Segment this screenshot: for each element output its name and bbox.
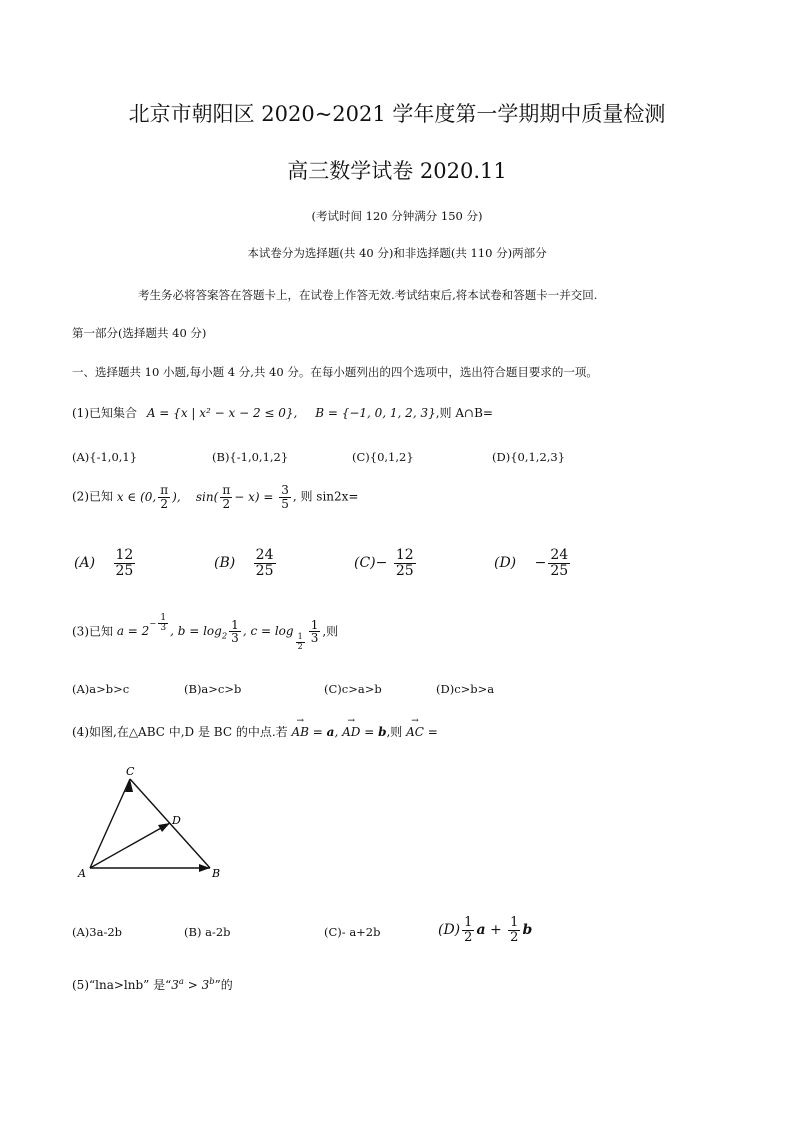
arrow-d	[158, 823, 170, 832]
question-4: (4)如图,在△ABC 中,D 是 BC 的中点.若 → AB = a, → AD = b,则 → AC =	[72, 723, 438, 740]
q3-option-b[interactable]: (B)a>c>b	[184, 682, 242, 696]
triangle-figure	[72, 762, 232, 884]
q1-set-b: B = {−1, 0, 1, 2, 3}	[315, 406, 436, 420]
median-ad	[90, 823, 170, 868]
q4-option-d[interactable]: (D) $\frac{1}{2}$ a + $\frac{1}{2}$ b	[438, 915, 533, 945]
parts-note: 本试卷分为选择题(共 40 分)和非选择题(共 110 分)两部分	[247, 246, 547, 260]
edge-ac	[90, 779, 130, 868]
question-1	[72, 404, 493, 421]
q1-set-a: A = {x | x² − x − 2 ≤ 0},	[146, 406, 298, 420]
q4-option-b[interactable]: (B) a-2b	[184, 925, 231, 939]
q3-expression: $a = 2^{- \frac{1}{3}}$ , $b = \log_2$ $\frac{1}{3}$ , c = log $_{\frac{1}{2}}$ $\frac{1}{3}$	[116, 613, 319, 651]
q4-vectors: → AB = a, → AD = b	[292, 725, 387, 739]
q2-suffix: , 则 sin2x=	[292, 489, 359, 504]
time-note: (考试时间 120 分钟满分 150 分)	[311, 209, 483, 223]
q3-option-c[interactable]: (C)c>a>b	[324, 682, 382, 696]
question-5: (5)“lna>lnb” 是“$3^a > 3^b$”的	[72, 976, 233, 992]
section-intro: 一、选择题共 10 小题,每小题 4 分,共 40 分。在每小题列出的四个选项中，选出符合题目要求的一项。	[72, 365, 598, 379]
q4-target-vector: → AC =	[406, 725, 438, 739]
label-b: B	[212, 867, 221, 880]
q2-prefix: (2)已知	[72, 489, 113, 504]
question-2	[72, 484, 359, 510]
q2-option-d[interactable]: (D) − $\frac{24}{25}$	[494, 547, 569, 579]
q3-option-a[interactable]: (A)a>b>c	[72, 682, 130, 696]
q4-option-c[interactable]: (C)- a+2b	[324, 925, 381, 939]
q1-option-a[interactable]: (A){-1,0,1}	[72, 450, 138, 464]
part-heading: 第一部分(选择题共 40 分)	[72, 326, 207, 340]
q3-prefix: (3)已知	[72, 624, 113, 639]
q1-option-d[interactable]: (D){0,1,2,3}	[492, 450, 566, 464]
q3-suffix: ,则	[322, 624, 339, 639]
q2-option-b[interactable]: (B) $\frac{24}{25}$	[214, 547, 274, 579]
q5-inequality: $3^a > 3^b$	[171, 976, 215, 992]
question-3	[72, 613, 339, 651]
q3-option-d[interactable]: (D)c>b>a	[436, 682, 495, 696]
q1-option-c[interactable]: (C){0,1,2}	[352, 450, 414, 464]
exam-subtitle: 高三数学试卷 2020.11	[287, 159, 507, 183]
label-c: C	[126, 765, 135, 778]
label-a: A	[78, 867, 86, 880]
q1-suffix: ,则 A∩B=	[435, 406, 493, 420]
q2-option-c[interactable]: (C)− $\frac{12}{25}$	[354, 547, 414, 579]
q2-condition: x ∈ (0, $\frac{\pi}{2}$ ), sin( $\frac{\pi}{2}$ − x) = $\frac{3}{5}$	[116, 483, 289, 511]
instruction: 考生务必将答案答在答题卡上，在试卷上作答无效.考试结束后,将本试卷和答题卡一并交回.	[138, 288, 598, 302]
q2-option-a[interactable]: (A) $\frac{12}{25}$	[74, 547, 134, 579]
exam-title: 北京市朝阳区 2020~2021 学年度第一学期期中质量检测	[128, 102, 666, 126]
q1-option-b[interactable]: (B){-1,0,1,2}	[212, 450, 289, 464]
q4-option-a[interactable]: (A)3a-2b	[72, 925, 123, 939]
q1-prefix: (1)已知集合	[72, 406, 137, 420]
label-d: D	[172, 814, 181, 827]
